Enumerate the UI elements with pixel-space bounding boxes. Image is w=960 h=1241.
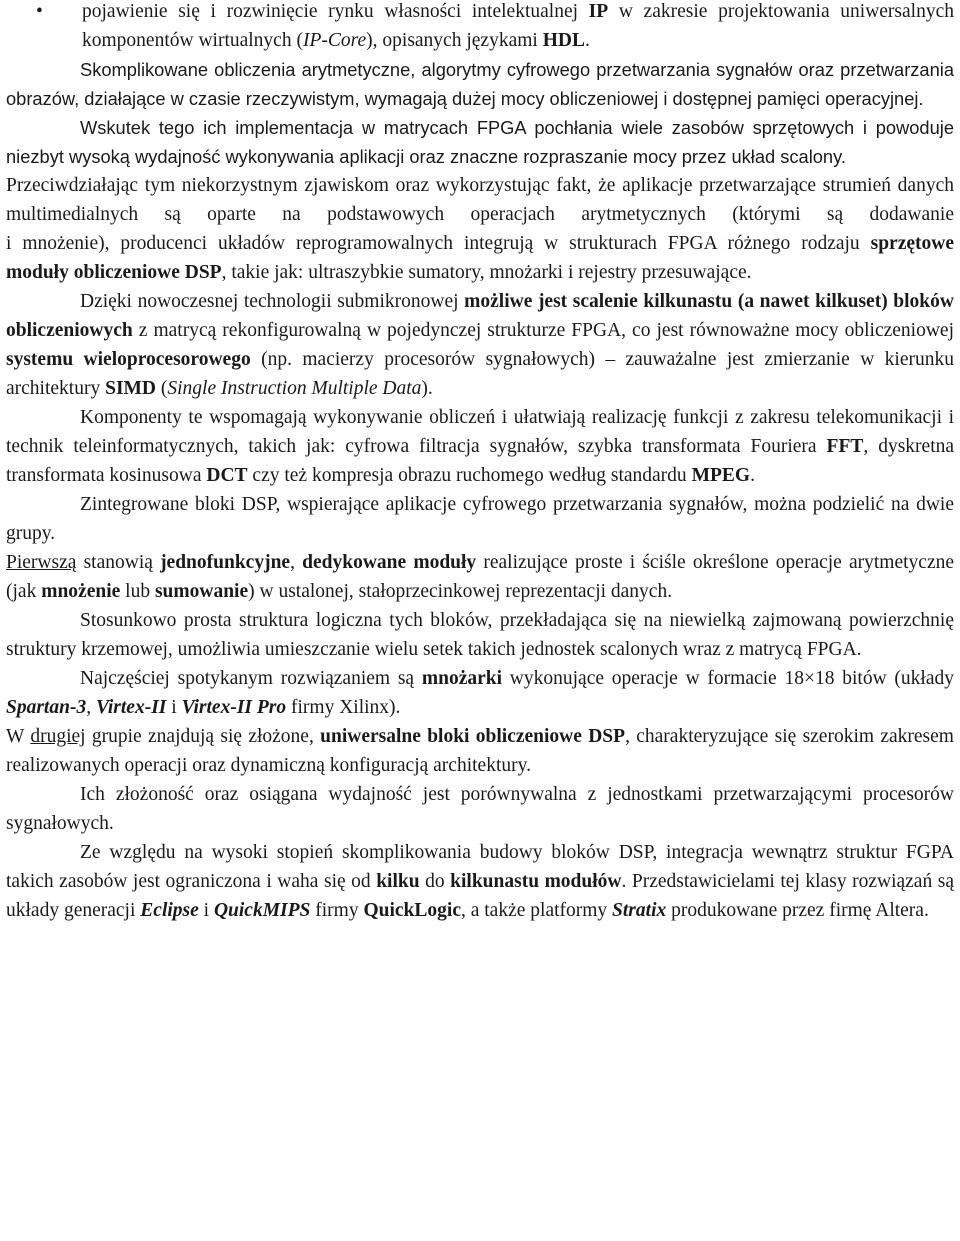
- paragraph-computational-demands: Skomplikowane obliczenia arytmetyczne, algorytmy cyfrowego przetwarzania sygnałów oraz przetwarzania obrazów, działające w czasie rzeczywistym, wymagają dużej mocy obliczeniowej i dostępnej pamięci operacyjnej.: [6, 59, 954, 109]
- paragraph-dsp-groups: Zintegrowane bloki DSP, wspierające aplikacje cyfrowego przetwarzania sygnałów, można podzielić na dwie grupy.: [6, 494, 954, 544]
- paragraph-integration: Ze względu na wysoki stopień skomplikowania budowy bloków DSP, integracja wewnątrz struktur FGPA takich zasobów jest ograniczona i waha się od kilku do kilkunastu modułów. Przedstawicielami tej klasy rozwiązań są układy generacji Eclipse i QuickMIPS firmy QuickLogic, a także platformy Stratix produkowane przez firmę Altera.: [6, 842, 954, 921]
- paragraph-first-group: Pierwszą stanowią jednofunkcyjne, dedykowane moduły realizujące proste i ściśle określone operacje arytmetyczne (jak mnożenie lub sumowanie) w ustalonej, stałoprzecinkowej reprezentacji danych.: [6, 552, 955, 602]
- bullet-item-text: pojawienie się i rozwinięcie rynku własności intelektualnej IP w zakresie projektowania uniwersalnych komponentów wirtualnych (IP-Core), opisanych językami HDL.: [82, 1, 954, 51]
- bullet-list-item: [6, 0, 954, 55]
- paragraph-second-group: W drugiej grupie znajdują się złożone, uniwersalne bloki obliczeniowe DSP, charakteryzujące się szerokim zakresem realizowanych operacji oraz dynamiczną konfiguracją architektury.: [6, 726, 954, 776]
- paragraph-multipliers: Najczęściej spotykanym rozwiązaniem są mnożarki wykonujące operacje w formacie 18×18 bitów (układy Spartan-3, Virtex-II i Virtex-II Pro firmy Xilinx).: [6, 668, 954, 718]
- paragraph-fpga-resources: Wskutek tego ich implementacja w matrycach FPGA pochłania wiele zasobów sprzętowych i powoduje niezbyt wysoką wydajność wykonywania aplikacji oraz znaczne rozpraszanie mocy przez układ scalony.: [6, 117, 954, 167]
- paragraph-dsp-modules: Przeciwdziałając tym niekorzystnym zjawiskom oraz wykorzystując fakt, że aplikacje przetwarzające strumień danych multimedialnych są oparte na podstawowych operacjach arytmetycznych (którymi są dodawanie i mnożenie), producenci układów reprogramowalnych integrują w strukturach FPGA różnego rodzaju sprzętowe moduły obliczeniowe DSP, takie jak: ultraszybkie sumatory, mnożarki i rejestry przesuwające.: [6, 175, 954, 283]
- paragraph-submicron-technology: Dzięki nowoczesnej technologii submikronowej możliwe jest scalenie kilkunastu (a nawet kilkuset) bloków obliczeniowych z matrycą rekonfigurowalną w pojedynczej strukturze FPGA, co jest równoważne mocy obliczeniowej systemu wieloprocesorowego (np. macierzy procesorów sygnałowych) – zauważalne jest zmierzanie w kierunku architektury SIMD (Single Instruction Multiple Data).: [6, 291, 954, 399]
- paragraph-logic-structure: Stosunkowo prosta struktura logiczna tych bloków, przekładająca się na niewielką zajmowaną powierzchnię struktury krzemowej, umożliwia umieszczanie wielu setek takich jednostek scalonych wraz z matrycą FPGA.: [6, 610, 954, 660]
- paragraph-complexity: Ich złożoność oraz osiągana wydajność jest porównywalna z jednostkami przetwarzającymi procesorów sygnałowych.: [6, 784, 954, 834]
- paragraph-components: Komponenty te wspomagają wykonywanie obliczeń i ułatwiają realizację funkcji z zakresu telekomunikacji i technik teleinformatycznych, takich jak: cyfrowa filtracja sygnałów, szybka transformata Fouriera FFT, dyskretna transformata kosinusowa DCT czy też kompresja obrazu ruchomego według standardu MPEG.: [6, 407, 955, 486]
- bullet-icon: •: [36, 1, 43, 22]
